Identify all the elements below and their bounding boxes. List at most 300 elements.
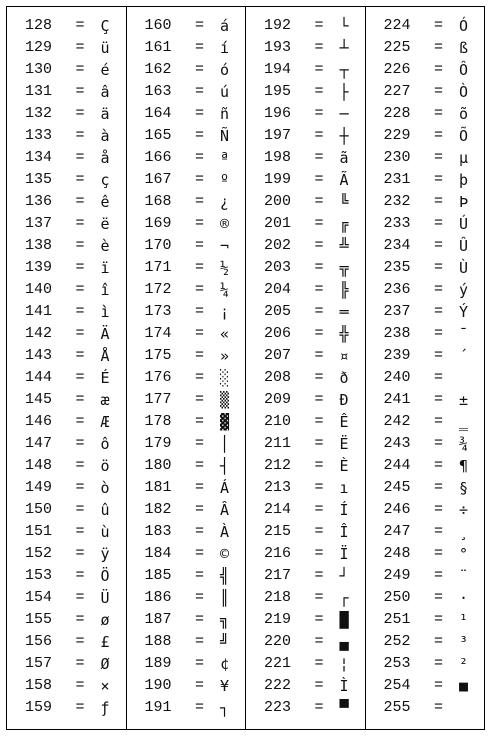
table-row bbox=[127, 15, 246, 37]
table-row bbox=[366, 609, 485, 631]
table-row bbox=[127, 389, 246, 411]
char-glyph: ´ bbox=[458, 347, 469, 365]
char-code: 210 bbox=[264, 413, 292, 430]
equals-sign: = bbox=[314, 435, 324, 452]
equals-sign: = bbox=[194, 523, 204, 540]
table-row bbox=[366, 59, 485, 81]
char-code: 250 bbox=[383, 589, 411, 606]
table-row bbox=[366, 565, 485, 587]
equals-sign: = bbox=[75, 545, 85, 562]
equals-sign: = bbox=[194, 325, 204, 342]
char-glyph: Á bbox=[219, 479, 230, 497]
char-glyph: ╔ bbox=[339, 215, 349, 233]
char-glyph: Â bbox=[219, 501, 230, 519]
char-code: 217 bbox=[264, 567, 292, 584]
char-glyph: © bbox=[219, 545, 230, 563]
equals-sign: = bbox=[314, 655, 324, 672]
char-code: 212 bbox=[264, 457, 292, 474]
char-code: 141 bbox=[25, 303, 53, 320]
table-row bbox=[366, 499, 485, 521]
char-glyph: ¬ bbox=[219, 237, 230, 255]
table-row bbox=[366, 235, 485, 257]
equals-sign: = bbox=[75, 281, 85, 298]
char-glyph: £ bbox=[100, 633, 110, 651]
table-row bbox=[127, 565, 246, 587]
column-4 bbox=[366, 7, 485, 729]
equals-sign: = bbox=[314, 545, 324, 562]
table-row bbox=[7, 697, 126, 719]
char-code: 182 bbox=[144, 501, 172, 518]
table-row bbox=[7, 587, 126, 609]
char-glyph: Î bbox=[339, 523, 349, 541]
table-row bbox=[127, 631, 246, 653]
equals-sign: = bbox=[194, 347, 204, 364]
equals-sign: = bbox=[314, 479, 324, 496]
table-row bbox=[7, 499, 126, 521]
char-code: 244 bbox=[383, 457, 411, 474]
char-glyph: È bbox=[339, 457, 349, 475]
table-row bbox=[366, 367, 485, 389]
char-code: 233 bbox=[383, 215, 411, 232]
table-row bbox=[366, 301, 485, 323]
char-glyph: ¹ bbox=[458, 611, 469, 629]
equals-sign: = bbox=[314, 171, 324, 188]
equals-sign: = bbox=[194, 589, 204, 606]
char-code: 177 bbox=[144, 391, 172, 408]
equals-sign: = bbox=[314, 17, 324, 34]
equals-sign: = bbox=[194, 83, 204, 100]
char-code: 162 bbox=[144, 61, 172, 78]
equals-sign: = bbox=[194, 611, 204, 628]
char-glyph: Å bbox=[100, 347, 110, 365]
equals-sign: = bbox=[314, 611, 324, 628]
equals-sign: = bbox=[433, 655, 443, 672]
char-glyph: ÷ bbox=[458, 501, 469, 519]
char-glyph: ■ bbox=[458, 677, 469, 695]
table-row bbox=[246, 213, 365, 235]
equals-sign: = bbox=[433, 369, 443, 386]
char-glyph: ┐ bbox=[219, 699, 230, 717]
equals-sign: = bbox=[75, 17, 85, 34]
equals-sign: = bbox=[194, 677, 204, 694]
table-row bbox=[246, 147, 365, 169]
char-code: 133 bbox=[25, 127, 53, 144]
char-code: 235 bbox=[383, 259, 411, 276]
char-glyph: ▓ bbox=[219, 413, 230, 431]
char-code: 213 bbox=[264, 479, 292, 496]
table-row bbox=[366, 411, 485, 433]
char-code: 232 bbox=[383, 193, 411, 210]
table-row bbox=[246, 697, 365, 719]
table-row bbox=[127, 125, 246, 147]
equals-sign: = bbox=[314, 633, 324, 650]
equals-sign: = bbox=[75, 39, 85, 56]
table-row bbox=[246, 477, 365, 499]
table-row bbox=[7, 433, 126, 455]
equals-sign: = bbox=[194, 127, 204, 144]
table-row bbox=[246, 345, 365, 367]
table-row bbox=[246, 37, 365, 59]
equals-sign: = bbox=[194, 567, 204, 584]
equals-sign: = bbox=[75, 193, 85, 210]
char-glyph: · bbox=[458, 589, 469, 607]
equals-sign: = bbox=[433, 457, 443, 474]
equals-sign: = bbox=[75, 567, 85, 584]
equals-sign: = bbox=[314, 281, 324, 298]
table-row bbox=[366, 37, 485, 59]
table-row bbox=[366, 125, 485, 147]
char-code: 251 bbox=[383, 611, 411, 628]
char-code: 224 bbox=[383, 17, 411, 34]
char-glyph: í bbox=[219, 39, 230, 57]
char-code: 159 bbox=[25, 699, 53, 716]
table-row bbox=[246, 279, 365, 301]
char-glyph: ┼ bbox=[339, 127, 349, 145]
equals-sign: = bbox=[75, 149, 85, 166]
char-code: 184 bbox=[144, 545, 172, 562]
table-row bbox=[366, 653, 485, 675]
table-row bbox=[246, 499, 365, 521]
table-row bbox=[366, 455, 485, 477]
char-code: 190 bbox=[144, 677, 172, 694]
char-glyph: ð bbox=[339, 369, 349, 387]
table-row bbox=[7, 147, 126, 169]
equals-sign: = bbox=[433, 391, 443, 408]
equals-sign: = bbox=[433, 259, 443, 276]
char-glyph: ý bbox=[458, 281, 469, 299]
char-glyph: ¼ bbox=[219, 281, 230, 299]
table-row bbox=[127, 37, 246, 59]
char-code: 246 bbox=[383, 501, 411, 518]
table-row bbox=[127, 499, 246, 521]
equals-sign: = bbox=[433, 589, 443, 606]
char-code: 171 bbox=[144, 259, 172, 276]
equals-sign: = bbox=[75, 633, 85, 650]
equals-sign: = bbox=[194, 501, 204, 518]
char-glyph: ║ bbox=[219, 589, 230, 607]
table-row bbox=[7, 235, 126, 257]
char-glyph: Ü bbox=[100, 589, 110, 607]
char-glyph: Ç bbox=[100, 17, 110, 35]
equals-sign: = bbox=[433, 17, 443, 34]
char-glyph: ┤ bbox=[219, 457, 230, 475]
char-code: 245 bbox=[383, 479, 411, 496]
equals-sign: = bbox=[314, 391, 324, 408]
char-glyph: º bbox=[219, 171, 230, 189]
equals-sign: = bbox=[75, 259, 85, 276]
equals-sign: = bbox=[433, 281, 443, 298]
equals-sign: = bbox=[75, 83, 85, 100]
equals-sign: = bbox=[314, 39, 324, 56]
code-table bbox=[6, 6, 485, 730]
char-glyph: ° bbox=[458, 545, 469, 563]
char-glyph: ç bbox=[100, 171, 110, 189]
char-code: 249 bbox=[383, 567, 411, 584]
equals-sign: = bbox=[314, 61, 324, 78]
table-row bbox=[366, 389, 485, 411]
char-glyph: Ô bbox=[458, 61, 469, 79]
char-glyph: ¯ bbox=[458, 325, 469, 343]
table-row bbox=[7, 565, 126, 587]
equals-sign: = bbox=[433, 237, 443, 254]
char-code: 254 bbox=[383, 677, 411, 694]
equals-sign: = bbox=[433, 303, 443, 320]
table-row bbox=[7, 653, 126, 675]
table-row bbox=[7, 81, 126, 103]
table-row bbox=[366, 81, 485, 103]
equals-sign: = bbox=[75, 589, 85, 606]
char-code: 187 bbox=[144, 611, 172, 628]
char-code: 252 bbox=[383, 633, 411, 650]
table-row bbox=[7, 37, 126, 59]
char-glyph: Ø bbox=[100, 655, 110, 673]
char-glyph: ¦ bbox=[339, 655, 349, 673]
char-glyph: ü bbox=[100, 39, 110, 57]
table-row bbox=[366, 191, 485, 213]
table-row bbox=[246, 543, 365, 565]
equals-sign: = bbox=[433, 171, 443, 188]
table-row bbox=[127, 587, 246, 609]
char-glyph: ¢ bbox=[219, 655, 230, 673]
char-glyph: ╚ bbox=[339, 193, 349, 211]
char-code: 188 bbox=[144, 633, 172, 650]
equals-sign: = bbox=[433, 39, 443, 56]
equals-sign: = bbox=[314, 369, 324, 386]
char-glyph: ╩ bbox=[339, 237, 349, 255]
char-glyph: ² bbox=[458, 655, 469, 673]
char-code: 139 bbox=[25, 259, 53, 276]
table-row bbox=[127, 191, 246, 213]
char-glyph: × bbox=[100, 677, 110, 695]
table-row bbox=[246, 521, 365, 543]
table-row bbox=[127, 301, 246, 323]
equals-sign: = bbox=[75, 391, 85, 408]
equals-sign: = bbox=[314, 193, 324, 210]
char-glyph: « bbox=[219, 325, 230, 343]
table-row bbox=[366, 323, 485, 345]
table-row bbox=[366, 103, 485, 125]
table-row bbox=[366, 257, 485, 279]
table-row bbox=[7, 323, 126, 345]
table-row bbox=[7, 543, 126, 565]
table-row bbox=[7, 411, 126, 433]
char-code: 211 bbox=[264, 435, 292, 452]
char-code: 176 bbox=[144, 369, 172, 386]
char-code: 186 bbox=[144, 589, 172, 606]
equals-sign: = bbox=[194, 39, 204, 56]
equals-sign: = bbox=[194, 149, 204, 166]
equals-sign: = bbox=[75, 369, 85, 386]
char-glyph: ± bbox=[458, 391, 469, 409]
equals-sign: = bbox=[75, 655, 85, 672]
table-row bbox=[366, 345, 485, 367]
table-row bbox=[246, 587, 365, 609]
char-code: 191 bbox=[144, 699, 172, 716]
char-glyph: ╣ bbox=[219, 567, 230, 585]
equals-sign: = bbox=[194, 391, 204, 408]
equals-sign: = bbox=[314, 127, 324, 144]
char-glyph: ô bbox=[100, 435, 110, 453]
char-code: 202 bbox=[264, 237, 292, 254]
char-glyph: ▄ bbox=[339, 633, 349, 651]
char-glyph: ‗ bbox=[458, 413, 469, 431]
table-row bbox=[366, 675, 485, 697]
char-code: 154 bbox=[25, 589, 53, 606]
equals-sign: = bbox=[75, 611, 85, 628]
char-glyph: å bbox=[100, 149, 110, 167]
table-row bbox=[246, 433, 365, 455]
equals-sign: = bbox=[314, 589, 324, 606]
equals-sign: = bbox=[194, 479, 204, 496]
char-code: 193 bbox=[264, 39, 292, 56]
table-row bbox=[366, 279, 485, 301]
table-row bbox=[7, 103, 126, 125]
char-code: 181 bbox=[144, 479, 172, 496]
equals-sign: = bbox=[194, 545, 204, 562]
table-row bbox=[7, 675, 126, 697]
table-row bbox=[246, 367, 365, 389]
char-code: 155 bbox=[25, 611, 53, 628]
char-glyph: ░ bbox=[219, 369, 230, 387]
table-row bbox=[246, 301, 365, 323]
char-code: 146 bbox=[25, 413, 53, 430]
equals-sign: = bbox=[433, 325, 443, 342]
table-row bbox=[246, 169, 365, 191]
char-glyph: õ bbox=[458, 105, 469, 123]
char-code: 168 bbox=[144, 193, 172, 210]
equals-sign: = bbox=[194, 237, 204, 254]
equals-sign: = bbox=[194, 193, 204, 210]
char-code: 208 bbox=[264, 369, 292, 386]
char-code: 243 bbox=[383, 435, 411, 452]
char-glyph: ª bbox=[219, 149, 230, 167]
char-code: 160 bbox=[144, 17, 172, 34]
char-code: 195 bbox=[264, 83, 292, 100]
table-row bbox=[127, 213, 246, 235]
char-code: 172 bbox=[144, 281, 172, 298]
char-glyph bbox=[452, 367, 476, 389]
table-row bbox=[7, 367, 126, 389]
equals-sign: = bbox=[75, 215, 85, 232]
char-glyph: ╝ bbox=[219, 633, 230, 651]
equals-sign: = bbox=[75, 435, 85, 452]
table-row bbox=[7, 389, 126, 411]
char-code: 222 bbox=[264, 677, 292, 694]
char-code: 129 bbox=[25, 39, 53, 56]
table-row bbox=[246, 411, 365, 433]
equals-sign: = bbox=[314, 303, 324, 320]
table-row bbox=[127, 147, 246, 169]
char-glyph: ë bbox=[100, 215, 110, 233]
char-glyph: ò bbox=[100, 479, 110, 497]
equals-sign: = bbox=[75, 501, 85, 518]
char-glyph: Û bbox=[458, 237, 469, 255]
equals-sign: = bbox=[75, 457, 85, 474]
table-row bbox=[127, 323, 246, 345]
equals-sign: = bbox=[314, 347, 324, 364]
char-code: 179 bbox=[144, 435, 172, 452]
char-code: 164 bbox=[144, 105, 172, 122]
char-glyph: à bbox=[100, 127, 110, 145]
table-row bbox=[366, 587, 485, 609]
char-code: 158 bbox=[25, 677, 53, 694]
char-code: 214 bbox=[264, 501, 292, 518]
table-row bbox=[366, 15, 485, 37]
char-code: 239 bbox=[383, 347, 411, 364]
char-glyph: ─ bbox=[339, 105, 349, 123]
char-code: 194 bbox=[264, 61, 292, 78]
equals-sign: = bbox=[433, 699, 443, 716]
equals-sign: = bbox=[75, 699, 85, 716]
char-code: 142 bbox=[25, 325, 53, 342]
equals-sign: = bbox=[75, 523, 85, 540]
table-row bbox=[246, 455, 365, 477]
char-code: 219 bbox=[264, 611, 292, 628]
char-glyph: Ä bbox=[100, 325, 110, 343]
char-glyph: æ bbox=[100, 391, 110, 409]
table-row bbox=[246, 631, 365, 653]
char-glyph: á bbox=[219, 17, 230, 35]
table-row bbox=[246, 675, 365, 697]
char-glyph: â bbox=[100, 83, 110, 101]
char-code: 247 bbox=[383, 523, 411, 540]
char-code: 137 bbox=[25, 215, 53, 232]
equals-sign: = bbox=[433, 83, 443, 100]
char-glyph: Ñ bbox=[219, 127, 230, 145]
char-code: 248 bbox=[383, 545, 411, 562]
equals-sign: = bbox=[194, 17, 204, 34]
char-code: 216 bbox=[264, 545, 292, 562]
char-glyph: Ú bbox=[458, 215, 469, 233]
char-code: 253 bbox=[383, 655, 411, 672]
char-code: 206 bbox=[264, 325, 292, 342]
equals-sign: = bbox=[433, 633, 443, 650]
equals-sign: = bbox=[314, 259, 324, 276]
table-row bbox=[127, 609, 246, 631]
char-code: 135 bbox=[25, 171, 53, 188]
table-row bbox=[127, 367, 246, 389]
table-row bbox=[246, 125, 365, 147]
char-code: 228 bbox=[383, 105, 411, 122]
equals-sign: = bbox=[194, 303, 204, 320]
equals-sign: = bbox=[314, 567, 324, 584]
equals-sign: = bbox=[314, 677, 324, 694]
char-code: 144 bbox=[25, 369, 53, 386]
char-glyph: ┌ bbox=[339, 589, 349, 607]
column-3 bbox=[246, 7, 366, 729]
table-row bbox=[246, 15, 365, 37]
equals-sign: = bbox=[75, 237, 85, 254]
char-code: 197 bbox=[264, 127, 292, 144]
table-row bbox=[127, 257, 246, 279]
table-row bbox=[246, 653, 365, 675]
equals-sign: = bbox=[433, 567, 443, 584]
char-code: 143 bbox=[25, 347, 53, 364]
table-row bbox=[7, 455, 126, 477]
equals-sign: = bbox=[194, 215, 204, 232]
equals-sign: = bbox=[194, 105, 204, 122]
char-code: 128 bbox=[25, 17, 53, 34]
char-code: 221 bbox=[264, 655, 292, 672]
equals-sign: = bbox=[314, 325, 324, 342]
char-code: 209 bbox=[264, 391, 292, 408]
table-row bbox=[7, 609, 126, 631]
char-glyph: ï bbox=[100, 259, 110, 277]
char-code: 230 bbox=[383, 149, 411, 166]
table-row bbox=[246, 323, 365, 345]
char-code: 161 bbox=[144, 39, 172, 56]
equals-sign: = bbox=[314, 149, 324, 166]
